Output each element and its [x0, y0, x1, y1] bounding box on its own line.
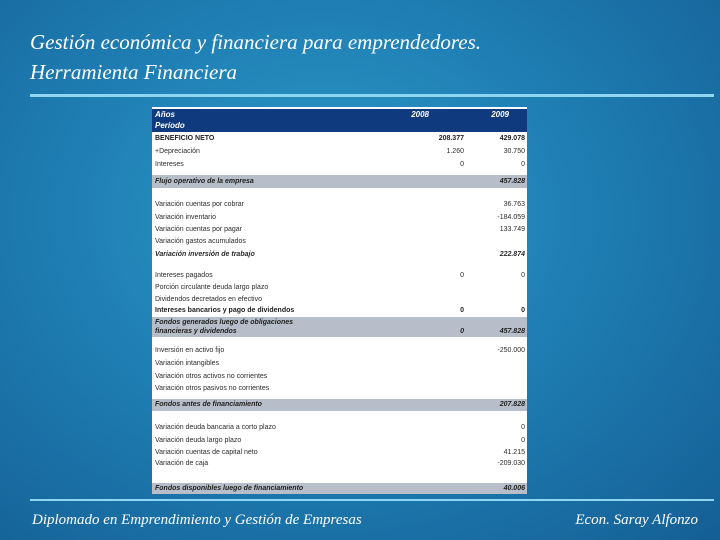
row-label: Intereses pagados	[155, 272, 213, 279]
year-2009-header: 2009	[491, 110, 509, 119]
row-value-2009: 0	[521, 437, 525, 444]
table-row-subtotal	[152, 175, 527, 188]
row-value-2009: -184.059	[497, 214, 525, 221]
row-label: BENEFICIO NETO	[155, 135, 215, 142]
row-label: Variación inversión de trabajo	[155, 251, 255, 258]
row-label: Variación deuda largo plazo	[155, 437, 242, 444]
title-divider	[30, 94, 714, 97]
row-label: Intereses bancarios y pago de dividendos	[155, 307, 295, 314]
row-value-2009: 207.828	[499, 401, 525, 408]
table-row-subtotal	[152, 399, 527, 411]
row-label: Variación de caja	[155, 460, 209, 467]
row-value-2009: 0	[521, 272, 525, 279]
row-value-2008: 0	[460, 161, 464, 168]
row-value-2009: 0	[521, 161, 525, 168]
period-header-row	[152, 120, 527, 132]
table-header-row	[152, 109, 527, 120]
row-value-2009: 0	[521, 424, 525, 431]
row-value-2009: 0	[521, 307, 525, 314]
row-label: Variación cuentas por cobrar	[155, 201, 244, 208]
row-label: Fondos disponibles luego de financiamiento	[155, 485, 304, 492]
slide-title-line-2: Herramienta Financiera	[30, 60, 238, 84]
slide-title	[30, 27, 690, 87]
table-row-subtotal	[152, 317, 527, 337]
cash-flow-table	[152, 107, 527, 494]
row-label: Porción circulante deuda largo plazo	[155, 284, 269, 291]
footer-divider	[30, 499, 714, 501]
row-value-2009: 36.763	[503, 201, 525, 208]
row-label: Variación otros pasivos no corrientes	[155, 385, 270, 392]
row-label: Variación intangibles	[155, 360, 220, 367]
row-value-2009: 30.750	[503, 148, 525, 155]
row-label: Inversión en activo fijo	[155, 347, 225, 354]
row-value-2008: 0	[460, 272, 464, 279]
row-value-2009: 133.749	[499, 226, 525, 233]
row-label: Fondos generados luego de obligaciones	[155, 319, 294, 326]
row-value-2009: 457.828	[499, 178, 525, 185]
row-value-2008: 0	[460, 307, 464, 314]
row-label: Intereses	[155, 161, 184, 168]
row-value-2008: 0	[460, 328, 464, 335]
slide-title-line-1: Gestión económica y financiera para emprendedores.	[30, 30, 482, 54]
period-header: Período	[155, 121, 185, 130]
years-header: Años	[155, 110, 175, 119]
footer-course-name: Diplomado en Emprendimiento y Gestión de Empresas	[32, 512, 362, 528]
row-label: +Depreciación	[155, 148, 200, 155]
table-row-total	[152, 483, 527, 494]
row-value-2009: 457.828	[499, 328, 525, 335]
row-value-2009: -250.000	[497, 347, 525, 354]
row-label: Variación cuentas por pagar	[155, 226, 243, 233]
row-label: Fondos antes de financiamiento	[155, 401, 262, 408]
row-value-2009: -209.030	[497, 460, 525, 467]
row-value-2009: 429.078	[499, 135, 525, 142]
row-value-2009: 41.215	[503, 449, 525, 456]
row-label: financieras y dividendos	[155, 328, 237, 335]
row-value-2009: 40.006	[503, 485, 525, 492]
row-value-2009: 222.874	[499, 251, 525, 258]
row-label: Dividendos decretados en efectivo	[155, 296, 263, 303]
row-value-2008: 208.377	[438, 135, 464, 142]
footer-author: Econ. Saray Alfonzo	[575, 512, 698, 528]
row-label: Variación deuda bancaria a corto plazo	[155, 424, 276, 431]
row-label: Flujo operativo de la empresa	[155, 178, 254, 185]
year-2008-header: 2008	[411, 110, 429, 119]
row-value-2008: 1.260	[446, 148, 464, 155]
row-label: Variación cuentas de capital neto	[155, 449, 258, 456]
row-label: Variación otros activos no corrientes	[155, 373, 268, 380]
row-label: Variación gastos acumulados	[155, 238, 246, 245]
row-label: Variación inventario	[155, 214, 216, 221]
